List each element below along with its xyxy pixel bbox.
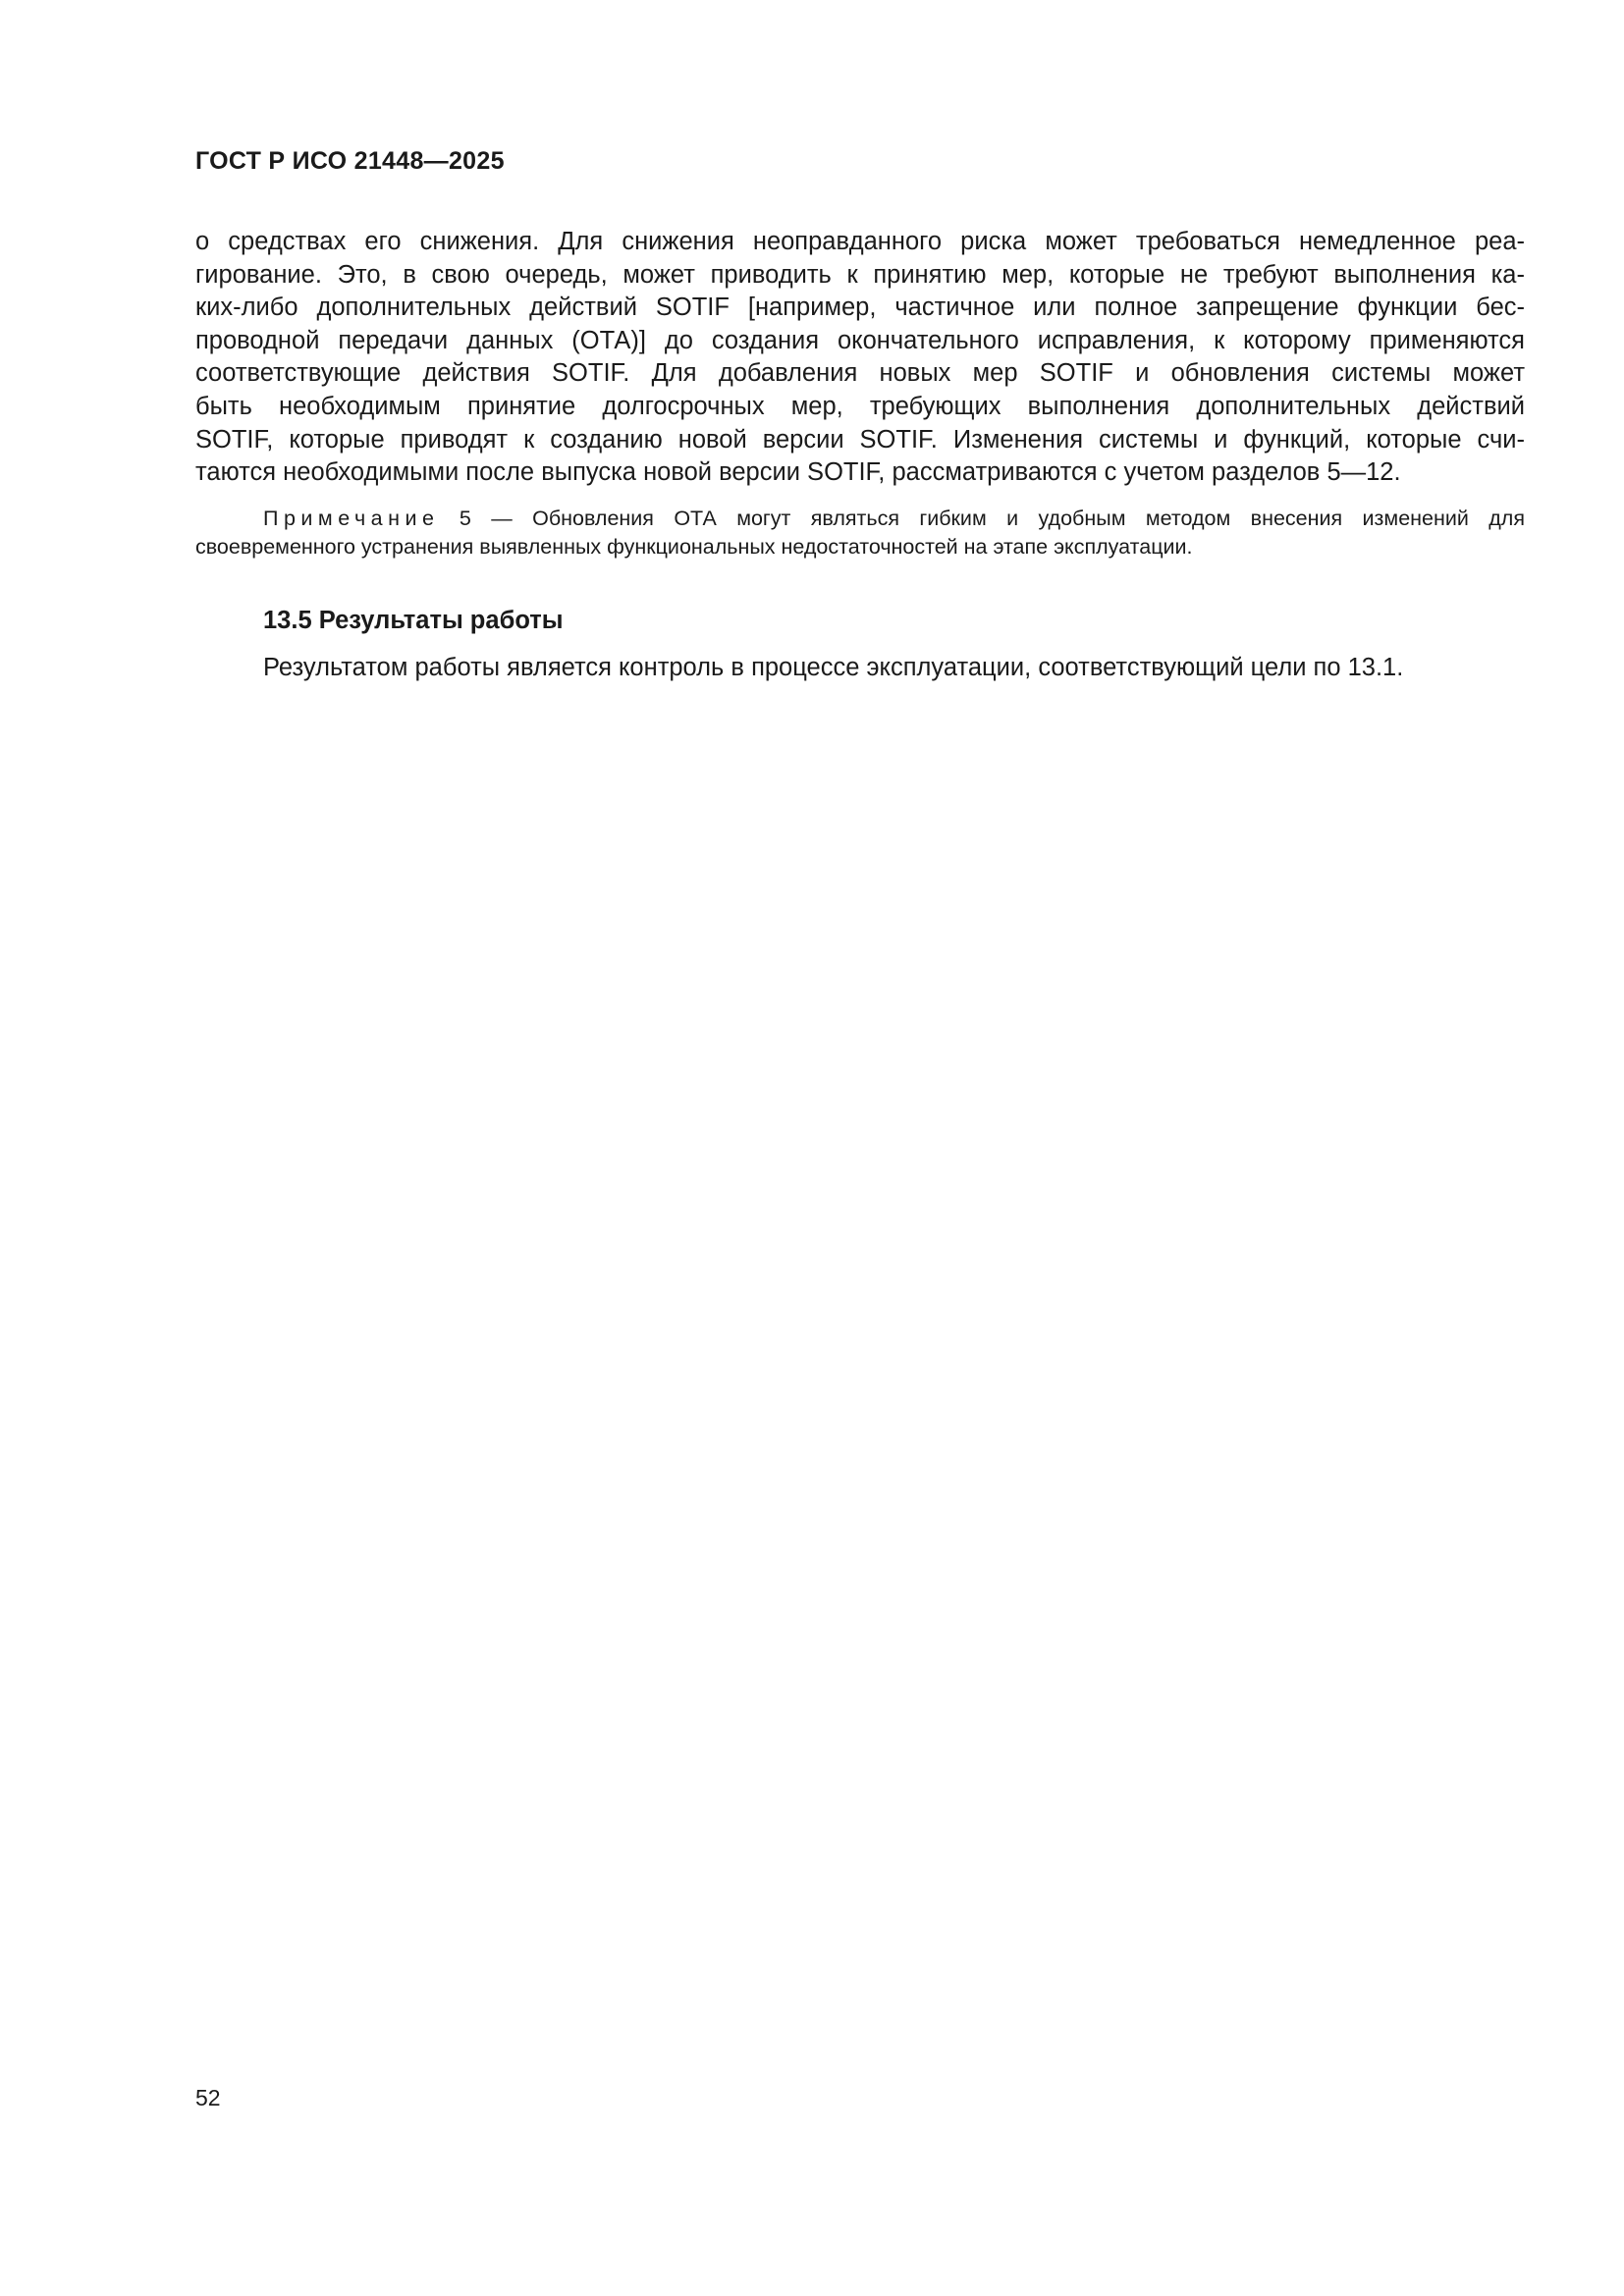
note-text: 5 — Обновления ОТА могут являться гибким и удобным методом внесения изменений для [459,507,1525,530]
paragraph-line: соответствующие действия SOTIF. Для добавления новых мер SOTIF и обновления системы может [195,359,1525,388]
paragraph-line: проводной передачи данных (ОТА)] до создания окончательного исправления, к которому применяются [195,326,1525,354]
document-header: ГОСТ Р ИСО 21448—2025 [195,147,505,175]
note-label: Примечание [263,507,440,530]
body-paragraph [195,226,1525,490]
paragraph-line: ких-либо дополнительных действий SOTIF [например, частичное или полное запрещение функции бес- [195,294,1525,322]
note-line [195,505,1525,533]
paragraph-line: SOTIF, которые приводят к созданию новой версии SOTIF. Изменения системы и функций, которые счи- [195,425,1525,454]
paragraph-line: о средствах его снижения. Для снижения неоправданного риска может требоваться немедленное реа- [195,228,1525,255]
section-heading: 13.5 Результаты работы [263,607,564,634]
note-line: своевременного устранения выявленных функциональных недостаточностей на этапе эксплуатации. [195,535,1193,559]
section-paragraph: Результатом работы является контроль в процессе эксплуатации, соответствующий цели по 13.1. [263,654,1404,681]
paragraph-line: гирование. Это, в свою очередь, может приводить к принятию мер, которые не требуют выполнения ка- [195,260,1525,289]
page-number: 52 [195,2085,221,2110]
note-block [195,505,1525,561]
paragraph-line: быть необходимым принятие долгосрочных мер, требующих выполнения дополнительных действий [195,392,1525,420]
paragraph-line: таются необходимыми после выпуска новой версии SOTIF, рассматриваются с учетом разделов 5—12. [195,458,1401,487]
